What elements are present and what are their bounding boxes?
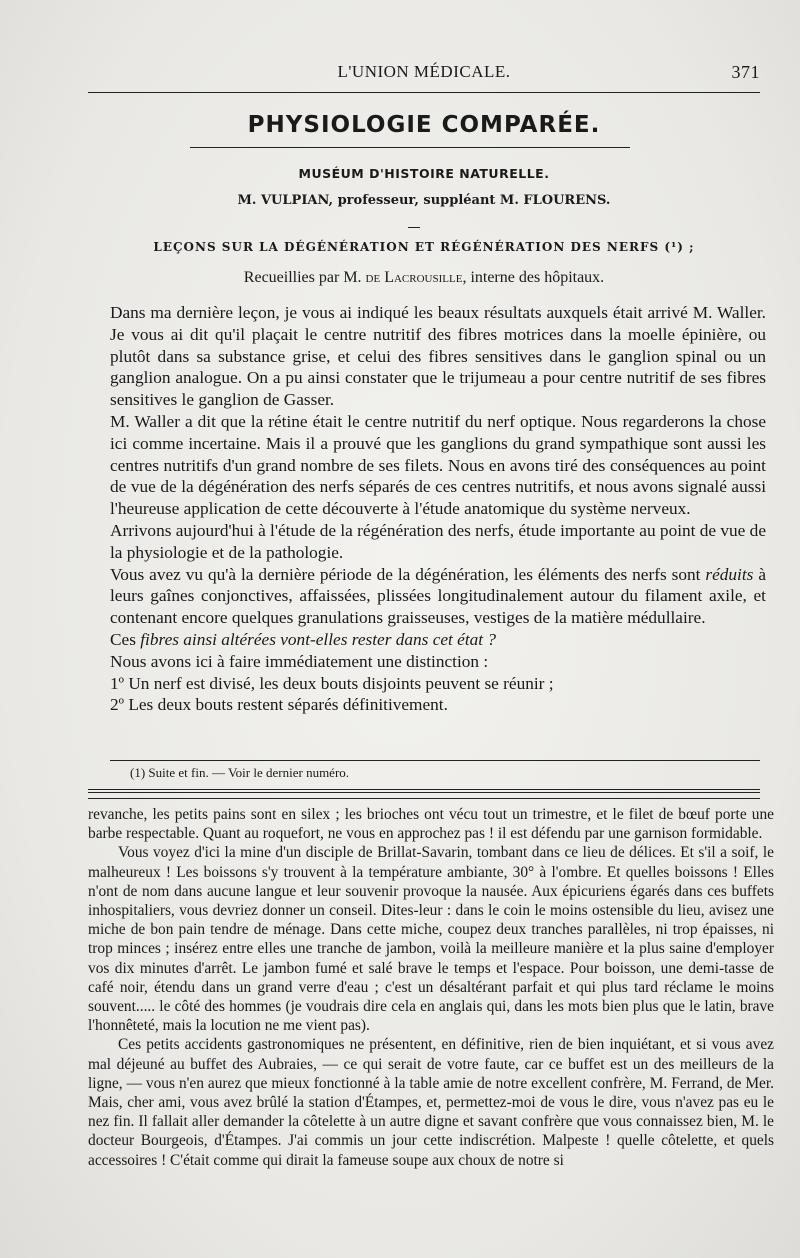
lecture-paragraph: Arrivons aujourd'hui à l'étude de la régénération des nerfs, étude importante au point de vue de la physiologie et de la pathologie. — [110, 520, 766, 562]
lecture-paragraph: M. Waller a dit que la rétine était le centre nutritif du nerf optique. Nous regarderons la chose ici comme incertaine. Mais il a prouvé que les ganglions du grand sympathique sont aussi les centres nutritifs d'un grand nombre de ses filets. Nous en avons tiré des conséquences au point de vue de la dégénération des nerfs séparés de ces centres nutritifs, et nous avons signalé aussi l'heureuse application de cette découverte à l'étude anatomique du système nerveux. — [110, 411, 766, 519]
italic-run: fibres ainsi altérées vont-elles rester dans cet état ? — [140, 629, 497, 649]
lecture-paragraph: 2º Les deux bouts restent séparés définitivement. — [110, 695, 448, 715]
section-title: PHYSIOLOGIE COMPARÉE. — [247, 112, 601, 138]
feuilleton-paragraph: Vous voyez d'ici la mine d'un disciple de Brillat-Savarin, tombant dans ce lieu de délices. Et s'il a soif, le malheureux ! Les boissons s'y trouvent à la température ambiante, 30° à l'ombre. Et quelles boissons ! Elles n'ont de nom dans aucune langue et leur souvenir provoque la nausée. Aux épicuriens égarés dans ces buffets inhospitaliers, vous devriez donner un conseil. Dites-leur : dans le coin le moins ostensible du lieu, avisez une miche de bon pain tendre de ménage. Dans cette miche, coupez deux tranches parallèles, ni trop épaisses, ni trop minces ; insérez entre elles une tranche de jambon, voilà la meilleure manière et la plus saine d'employer vos dix minutes d'arrêt. Le jambon fumé et salé brave le temps et l'espace. Pour boisson, une demi-tasse de café noir, étendu dans un grand verre d'eau ; c'est un désaltérant parfait et qui plus tard réclame le moins souvent..... le côté des hommes (je voudrais dire cela en anglais qui, dans les mots bien plus que le latin, brave l'honnêteté, mais la locution ne me vient pas). — [88, 844, 774, 1035]
collector-name: de Lacrousille — [365, 269, 463, 286]
lecture-title: LEÇONS SUR LA DÉGÉNÉRATION ET RÉGÉNÉRATION DES NERFS (¹) ; — [153, 240, 695, 254]
text-run: Ces — [110, 629, 141, 649]
feuilleton-separator-thin — [88, 798, 760, 799]
title-rule — [190, 147, 630, 148]
lecture-paragraph: 1º Un nerf est divisé, les deux bouts disjoints peuvent se réunir ; — [110, 673, 554, 693]
italic-run: réduits — [705, 564, 754, 584]
lecture-paragraph — [110, 564, 766, 629]
short-divider — [408, 227, 420, 228]
header-rule — [88, 92, 760, 93]
collected-by-line — [88, 269, 760, 287]
running-head — [88, 62, 760, 86]
text-run: Vous avez vu qu'à la dernière période de la dégénération, les éléments des nerfs sont — [110, 564, 706, 584]
text-run: à leurs gaînes conjonctives, affaissées, plissées longitudinalement autour du filament axile, et contenant encore quelques granulations graisseuses, vestiges de la matière médullaire. — [110, 564, 766, 628]
feuilleton-separator — [88, 789, 760, 793]
feuilleton-paragraph: Ces petits accidents gastronomiques ne présentent, en définitive, rien de bien inquiétant, et si vous avez mal déjeuné au buffet des Aubraies, — ce qui serait de votre faute, car ce buffet est un des meilleurs de la ligne, — vous n'en aurez que mieux fonctionné à la table amie de notre excellent confrère, M. Ferrand, de Mer. Mais, cher ami, vous avez brûlé la station d'Étampes, et, permettez-moi de vous le dire, vous n'avez pas eu le nez fin. Il fallait aller demander la côtelette à un autre digne et savant confrère que vous connaissez bien, M. le docteur Bourgeois, d'Étampes. J'ai commis un jour cette indiscrétion. Malpeste ! quelle côtelette, et quels accessoires ! C'était comme qui dirait la fameuse soupe aux choux de notre si — [88, 1036, 774, 1169]
professor-line: M. VULPIAN, professeur, suppléant M. FLOURENS. — [237, 193, 611, 208]
museum-heading: MUSÉUM D'HISTOIRE NATURELLE. — [298, 166, 550, 181]
footnote-rule — [110, 760, 760, 761]
journal-title: L'UNION MÉDICALE. — [337, 62, 511, 81]
lecture-paragraph: Nous avons ici à faire immédiatement une distinction : — [110, 651, 489, 671]
collected-prefix: Recueillies par M. — [243, 269, 362, 286]
feuilleton-paragraph: revanche, les petits pains sont en silex ; les brioches ont vécu tout un trimestre, et le filet de bœuf porte une barbe respectable. Quant au roquefort, ne vous en approchez pas ! il est défendu par une garnison formidable. — [88, 806, 774, 843]
lecture-paragraph: Dans ma dernière leçon, je vous ai indiqué les beaux résultats auxquels était arrivé M. Waller. Je vous ai dit qu'il plaçait le centre nutritif des fibres motrices dans la moelle épinière, ou plutôt dans sa substance grise, et celui des fibres sensitives dans le ganglion spinal ou un ganglion analogue. On a pu ainsi constater que le trijumeau a pour centre nutritif de ses fibres sensitives le ganglion de Gasser. — [110, 303, 766, 410]
collected-suffix: , interne des hôpitaux. — [462, 269, 605, 286]
page-number: 371 — [731, 62, 760, 82]
footnote: (1) Suite et fin. — Voir le dernier numéro. — [130, 765, 350, 780]
lecture-text — [110, 302, 766, 716]
feuilleton-text — [88, 805, 774, 1170]
lecture-paragraph — [110, 629, 766, 651]
